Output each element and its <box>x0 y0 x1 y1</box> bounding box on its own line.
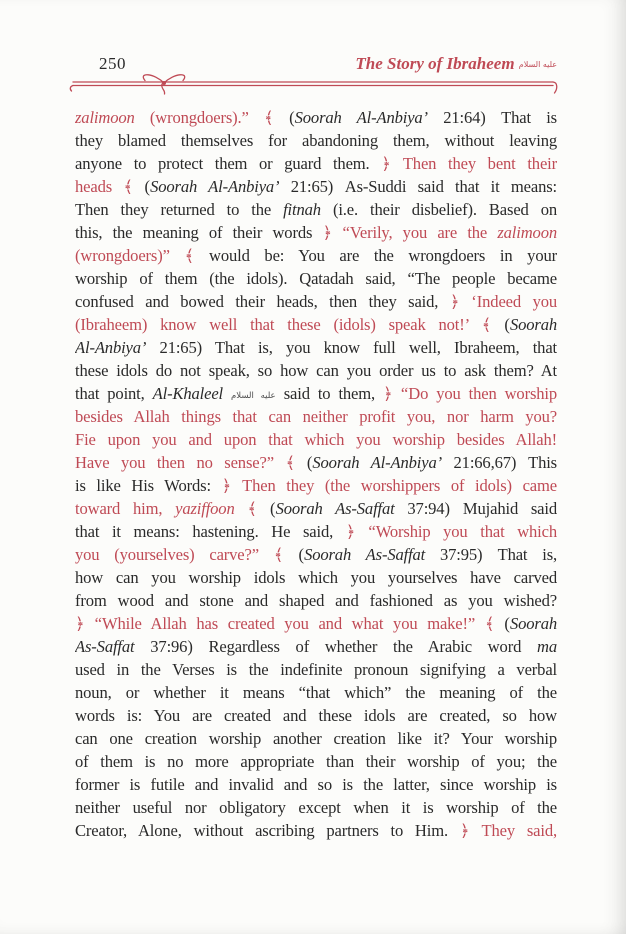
text-segment: yaziffoon <box>175 499 235 518</box>
text-segment: this, the meaning of their words <box>75 223 323 242</box>
text-line <box>75 750 557 773</box>
text-segment: zalimoon <box>497 223 557 242</box>
text-segment: Have you then no sense?” ﴾ <box>75 453 296 472</box>
text-segment: 21:65) As-Suddi said that it means: <box>279 177 557 196</box>
text-segment: ( <box>494 614 510 633</box>
text-segment: Soorah <box>509 315 557 334</box>
text-segment: Soorah As-Saffat <box>275 499 395 518</box>
text-segment: Creator, Alone, without ascribing partners to Him. <box>75 821 460 840</box>
text-segment: Soorah As-Saffat <box>304 545 426 564</box>
text-line <box>75 474 557 497</box>
text-segment: can one creation worship another creation like it? Your worship <box>75 729 557 748</box>
text-line <box>75 819 557 842</box>
text-line <box>75 428 557 451</box>
text-segment: Al-Anbiya’ <box>75 338 147 357</box>
chapter-title <box>355 54 557 74</box>
chapter-title-text: The Story of Ibraheem <box>355 54 515 73</box>
text-segment: Soorah <box>509 614 557 633</box>
honorific-icon: عليه السلام <box>518 60 557 69</box>
text-segment: ﴿ “Do you then worship <box>383 384 557 403</box>
text-segment: besides Allah things that can neither profit you, nor harm you? <box>75 407 557 426</box>
text-segment: they blamed themselves for abandoning them, without leaving <box>75 131 557 150</box>
text-line <box>75 520 557 543</box>
text-line <box>75 405 557 428</box>
text-segment: ( <box>491 315 510 334</box>
text-segment: (i.e. their disbelief). Based on <box>320 200 557 219</box>
text-segment: (Ibraheem) know well that these (idols) speak not!’ ﴾ <box>75 315 492 334</box>
text-segment: former is futile and invalid and so is the latter, since worship is <box>75 775 557 794</box>
text-segment: ( <box>295 453 313 472</box>
text-segment: toward him, <box>75 499 176 518</box>
text-line <box>75 175 557 198</box>
text-line <box>75 198 557 221</box>
text-segment: that point, <box>75 384 153 403</box>
text-segment: Soorah Al-Anbiya’ <box>294 108 428 127</box>
text-segment: 21:64) That is <box>427 108 557 127</box>
text-line <box>75 290 557 313</box>
text-segment: is like His Words: <box>75 476 222 495</box>
text-segment: these idols do not speak, so how can you order us to ask them? At <box>75 361 557 380</box>
text-segment: As-Saffat <box>75 637 135 656</box>
text-segment: ﴿ They said, <box>459 821 557 840</box>
text-line <box>75 796 557 819</box>
page-number: 250 <box>99 54 126 73</box>
text-segment: 37:94) Mujahid said <box>394 499 557 518</box>
text-segment: ( <box>273 108 295 127</box>
text-line <box>75 313 557 336</box>
text-segment: ﴾ <box>234 499 258 518</box>
text-segment: ﴿ Then they (the worshippers of idols) came <box>221 476 557 495</box>
text-segment: ma <box>537 637 557 656</box>
text-segment: 21:66,67) This <box>441 453 557 472</box>
body-text <box>75 106 557 842</box>
text-segment: anyone to protect them or guard them. <box>75 154 382 173</box>
header-rule-ornament <box>68 72 560 98</box>
honorific-icon: عليه السلام <box>231 391 276 401</box>
text-segment: you (yourselves) carve?” ﴾ <box>75 545 284 564</box>
text-segment: 37:96) Regardless of whether the Arabic word <box>134 637 538 656</box>
text-segment: would be: You are the wrongdoers in your <box>194 246 557 265</box>
text-segment: from wood and stone and shaped and fashioned as you wished? <box>75 591 557 610</box>
text-segment: Fie upon you and upon that which you worship besides Allah! <box>75 430 557 449</box>
text-segment: Then they returned to the <box>75 200 284 219</box>
text-segment: fitnah <box>283 200 321 219</box>
text-line <box>75 267 557 290</box>
text-segment: 37:95) That is, <box>425 545 557 564</box>
text-line <box>75 244 557 267</box>
text-line <box>75 658 557 681</box>
text-segment: Soorah Al-Anbiya’ <box>150 177 280 196</box>
text-line <box>75 589 557 612</box>
text-segment: ( <box>257 499 276 518</box>
text-segment: Soorah Al-Anbiya’ <box>312 453 442 472</box>
text-line <box>75 359 557 382</box>
text-line <box>75 543 557 566</box>
text-line <box>75 497 557 520</box>
text-line <box>75 727 557 750</box>
text-segment <box>223 384 231 403</box>
text-segment: used in the Verses is the indefinite pronoun signifying a verbal <box>75 660 557 679</box>
text-segment: ﴿ “Verily, you are the <box>322 223 498 242</box>
text-line <box>75 382 557 405</box>
text-segment: neither useful nor obligatory except when it is worship of the <box>75 798 557 817</box>
text-segment: (wrongdoers)” ﴾ <box>75 246 195 265</box>
text-segment: Al-Khaleel <box>152 384 224 403</box>
text-segment: worship of them (the idols). Qatadah said, “The people became <box>75 269 557 288</box>
text-line <box>75 451 557 474</box>
text-segment: noun, or whether it means “that which” the meaning of the <box>75 683 557 702</box>
text-segment: words is: You are created and these idols are created, so how <box>75 706 557 725</box>
text-segment: ﴿ ‘Indeed you <box>449 292 557 311</box>
text-segment: heads ﴾ <box>75 177 134 196</box>
text-line <box>75 635 557 658</box>
text-line <box>75 152 557 175</box>
text-line <box>75 704 557 727</box>
text-segment: that it means: hastening. He said, <box>75 522 346 541</box>
text-segment: said to them, <box>275 384 384 403</box>
text-line <box>75 129 557 152</box>
text-segment: 21:65) That is, you know full well, Ibraheem, that <box>146 338 557 357</box>
text-segment: ﴿ “Worship you that which <box>345 522 557 541</box>
text-line <box>75 336 557 359</box>
text-segment: zalimoon <box>75 108 135 127</box>
text-line <box>75 681 557 704</box>
text-segment: of them is no more appropriate than their worship of you; the <box>75 752 557 771</box>
text-segment: ( <box>283 545 305 564</box>
text-line <box>75 221 557 244</box>
page-header <box>75 54 557 74</box>
text-line <box>75 612 557 635</box>
text-segment: ( <box>133 177 151 196</box>
text-segment: ﴿ Then they bent their <box>381 154 557 173</box>
text-line <box>75 566 557 589</box>
text-segment: (wrongdoers).” ﴾ <box>134 108 274 127</box>
text-line <box>75 106 557 129</box>
text-line <box>75 773 557 796</box>
text-segment: how can you worship idols which you yourselves have carved <box>75 568 557 587</box>
text-segment: confused and bowed their heads, then they said, <box>75 292 450 311</box>
text-segment: ﴿ “While Allah has created you and what you make!” ﴾ <box>75 614 495 633</box>
